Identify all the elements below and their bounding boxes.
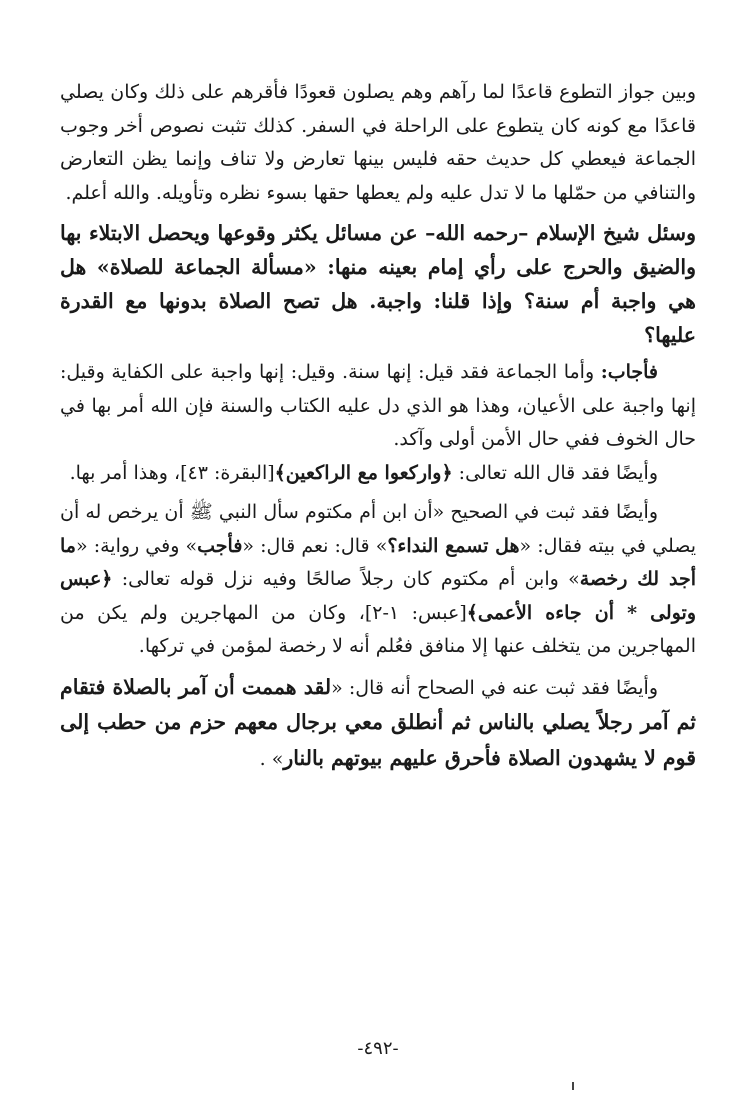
hadith-verse: ﴿عبس وتولى * أن جاءه الأعمى﴾ xyxy=(60,568,696,624)
hadith-part-3: » وفي رواية: « xyxy=(75,534,198,557)
hadith-part-5: ، وكان من المهاجرين ولم يكن من المهاجرين من يتخلف عنها إلا منافق فعُلم أنه لا رخصة لمؤمن في تركها. xyxy=(60,601,696,657)
hadith-bold-2: فأجب xyxy=(197,534,243,557)
hadith-bold-3: ما أجد لك رخصة xyxy=(60,534,696,590)
hadith-bold-1: هل تسمع النداء؟ xyxy=(387,534,520,557)
last-intro: وأيضًا فقد ثبت عنه في الصحاح أنه قال: « xyxy=(331,676,658,699)
quran-verse: ﴿واركعوا مع الراكعين﴾ xyxy=(274,461,453,484)
question-heading: وسئل شيخ الإسلام –رحمه الله– عن مسائل يكثر وقوعها ويحصل الابتلاء بها والضيق والحرج على رأي إمام بعينه منها: «مسألة الجماعة للصلاة» هل هي واجبة أم سنة؟ وإذا قلنا: واجبة. هل تصح الصلاة بدونها مع القدرة عليها؟ xyxy=(60,221,696,347)
hadith-part-4: » وابن أم مكتوم كان رجلاً صالحًا وفيه نزل قوله تعالى: xyxy=(112,568,580,590)
hadith-part-2: » قال: نعم قال: « xyxy=(242,534,388,557)
last-hadith-bold: لقد هممت أن آمر بالصلاة فتقام ثم آمر رجلاً يصلي بالناس ثم أنطلق معي برجال معهم حزم من حطب إلى قوم لا يشهدون الصلاة فأحرق عليهم بيوتهم بالنار xyxy=(60,674,696,770)
hadith-reference: [عبس: ١-٢] xyxy=(364,601,467,624)
page-body xyxy=(60,76,696,776)
last-tail: » . xyxy=(259,747,284,770)
paragraph-1: وبين جواز التطوع قاعدًا لما رآهم وهم يصلون قعودًا فأقرهم على ذلك وكان يصلي قاعدًا مع كونه كان يتطوع على الراحلة في السفر. كذلك تثبت نصوص أخر وجوب الجماعة فيعطي كل حديث حقه فليس بينها تعارض ولا تناف وإنما يظن التعارض والتنافي من حمّلها ما لا تدل عليه ولم يعطها حقها بسوء نظره وتأويله. والله أعلم. xyxy=(60,81,696,204)
answer-text: وأما الجماعة فقد قيل: إنها سنة. وقيل: إنها واجبة على الكفاية وقيل: إنها واجبة على الأعيان، وهذا هو الذي دل عليه الكتاب والسنة فإن الله أمر بها في حال الخوف ففي حال الأمن أولى وآكد. xyxy=(60,361,696,450)
hadith-paragraph xyxy=(60,496,696,664)
scan-speck xyxy=(572,1082,574,1090)
verse-paragraph xyxy=(60,457,696,491)
verse-tail: ، وهذا أمر بها. xyxy=(69,461,181,484)
last-paragraph xyxy=(60,670,696,777)
verse-intro: وأيضًا فقد قال الله تعالى: xyxy=(452,461,658,484)
verse-reference: [البقرة: ٤٣] xyxy=(180,461,275,484)
answer-label: فأجاب: xyxy=(600,361,658,383)
page-number: -٤٩٢- xyxy=(357,1038,399,1059)
answer-paragraph xyxy=(60,356,696,457)
hadith-part-1: وأيضًا فقد ثبت في الصحيح «أن ابن أم مكتوم سأل النبي ﷺ أن يرخص له أن يصلي في بيته فقال: « xyxy=(60,501,696,557)
